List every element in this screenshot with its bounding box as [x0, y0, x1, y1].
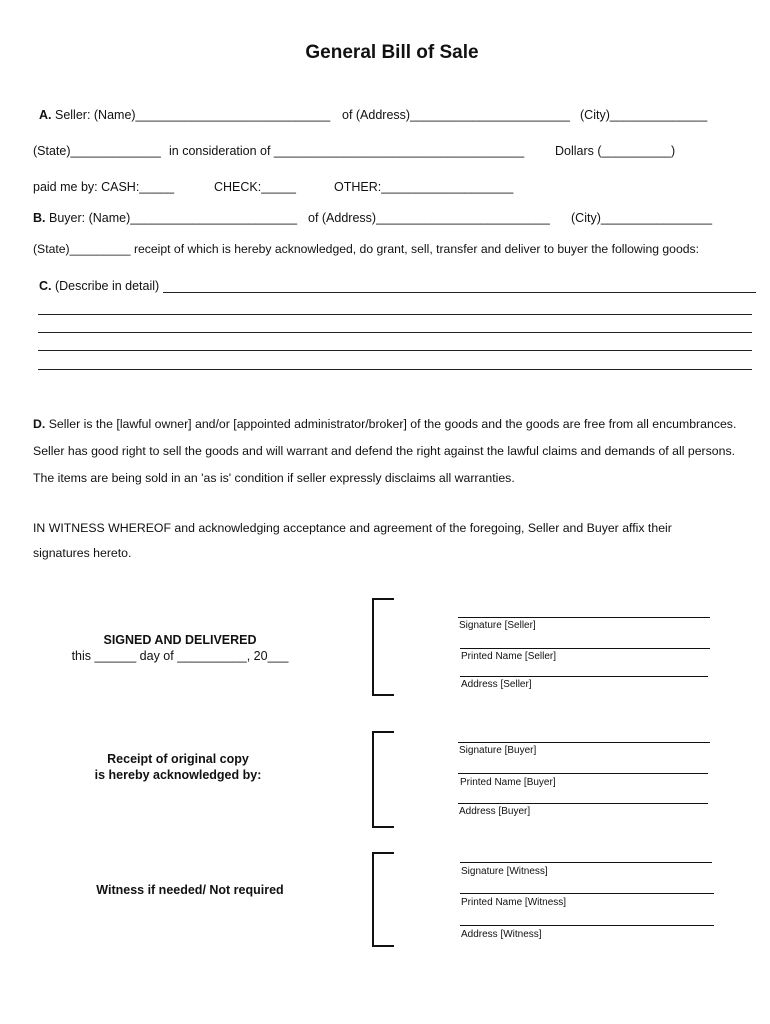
- buyer-address-field[interactable]: of (Address)_________________________: [308, 211, 550, 225]
- describe-rule-2[interactable]: [38, 332, 752, 333]
- describe-rule-3[interactable]: [38, 350, 752, 351]
- witness-printed-line[interactable]: [460, 893, 714, 894]
- witness-heading: Witness if needed/ Not required: [96, 883, 284, 897]
- seller-printed-line[interactable]: [460, 648, 710, 649]
- cash-field[interactable]: paid me by: CASH:_____: [33, 180, 175, 194]
- describe-rule-1[interactable]: [38, 314, 752, 315]
- buyer-address-line[interactable]: [458, 803, 708, 804]
- receipt-block: [68, 751, 288, 783]
- buyer-state-receipt-line[interactable]: (State)_________ receipt of which is hereby acknowledged, do grant, sell, transfer and deliver to buyer the following goods:: [33, 242, 699, 256]
- signed-delivered-block: [70, 632, 290, 664]
- seller-state-field[interactable]: (State)_____________: [33, 144, 161, 158]
- describe-label: (Describe in detail): [54, 279, 160, 293]
- receipt-heading-1: Receipt of original copy: [107, 752, 249, 766]
- signed-delivered-heading: SIGNED AND DELIVERED: [103, 633, 257, 647]
- describe-rule-0[interactable]: [163, 292, 756, 293]
- section-d-p2: Seller has good right to sell the goods and will warrant and defend the right against the lawful claims and demands of all persons.: [33, 444, 736, 458]
- seller-signature-line[interactable]: [458, 617, 710, 618]
- buyer-city-field[interactable]: (City)________________: [571, 211, 713, 225]
- buyer-signature-label: Signature [Buyer]: [459, 745, 537, 756]
- section-d-text-1: Seller is the [lawful owner] and/or [appointed administrator/broker] of the goods and the goods are free from all encumbrances.: [48, 417, 737, 431]
- section-d-p1: [33, 417, 736, 431]
- witness-address-line[interactable]: [460, 925, 714, 926]
- consideration-field[interactable]: in consideration of ____________________________________: [169, 144, 525, 158]
- check-field[interactable]: CHECK:_____: [214, 180, 296, 194]
- buyer-printed-label: Printed Name [Buyer]: [460, 777, 556, 788]
- witness-signature-label: Signature [Witness]: [461, 866, 548, 877]
- receipt-heading-2: is hereby acknowledged by:: [94, 768, 262, 782]
- dollars-field[interactable]: Dollars (__________): [555, 144, 676, 158]
- witness-signature-line[interactable]: [460, 862, 712, 863]
- buyer-printed-line[interactable]: [458, 773, 708, 774]
- seller-bracket: [372, 598, 394, 696]
- witness-printed-label: Printed Name [Witness]: [461, 897, 567, 908]
- buyer-signature-line[interactable]: [458, 742, 710, 743]
- section-a-line-1: [39, 108, 330, 122]
- witness-address-label: Address [Witness]: [461, 929, 542, 940]
- witness-clause-line-2: signatures hereto.: [33, 546, 132, 560]
- seller-address-line[interactable]: [460, 676, 708, 677]
- section-c-label: C.: [39, 279, 52, 293]
- witness-bracket: [372, 852, 394, 947]
- seller-address-label: Address [Seller]: [461, 679, 532, 690]
- seller-printed-label: Printed Name [Seller]: [461, 651, 557, 662]
- seller-address-field[interactable]: of (Address)_______________________: [342, 108, 570, 122]
- page-title: General Bill of Sale: [305, 42, 479, 63]
- buyer-name-field[interactable]: Buyer: (Name)________________________: [48, 211, 298, 225]
- seller-city-field[interactable]: (City)______________: [580, 108, 708, 122]
- seller-name-field[interactable]: Seller: (Name)____________________________: [54, 108, 331, 122]
- section-c-line: [39, 279, 159, 293]
- witness-clause-line-1: IN WITNESS WHEREOF and acknowledging acceptance and agreement of the foregoing, Seller and Buyer affix their: [33, 521, 672, 535]
- buyer-address-label: Address [Buyer]: [459, 806, 531, 817]
- other-field[interactable]: OTHER:___________________: [334, 180, 514, 194]
- seller-signature-label: Signature [Seller]: [459, 620, 536, 631]
- section-b-line-1: [33, 211, 297, 225]
- describe-rule-4[interactable]: [38, 369, 752, 370]
- section-d-p3: The items are being sold in an 'as is' condition if seller expressly disclaims all warranties.: [33, 471, 515, 485]
- section-d-label: D.: [33, 417, 46, 431]
- signed-date-field[interactable]: this ______ day of __________, 20___: [71, 649, 289, 663]
- section-b-label: B.: [33, 211, 46, 225]
- section-a-label: A.: [39, 108, 52, 122]
- buyer-bracket: [372, 731, 394, 828]
